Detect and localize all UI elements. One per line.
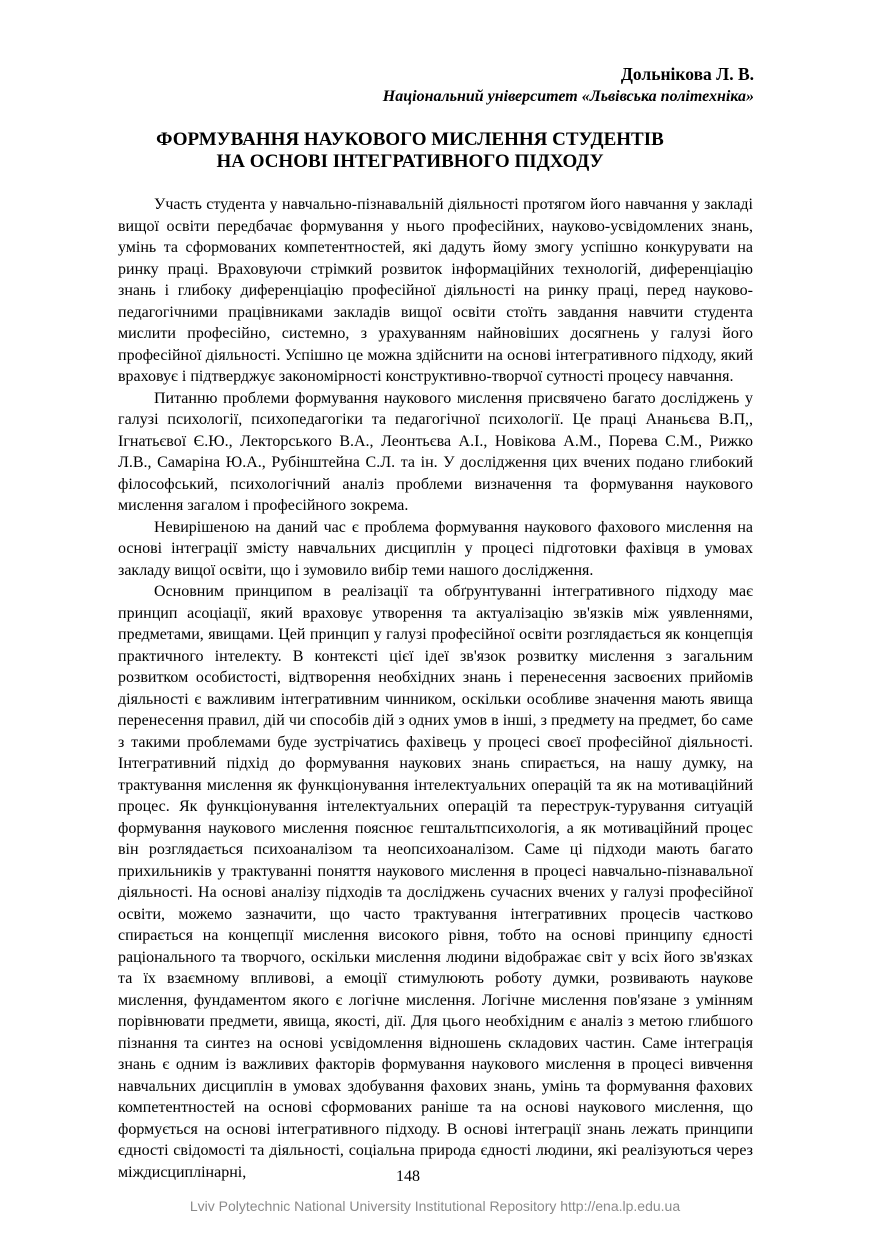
repository-footer: Lviv Polytechnic National University Institutional Repository http://ena.lp.edu.ua [189, 1198, 681, 1214]
paragraph: Невирішеною на даний час є проблема формування наукового фахового мислення на основі інтеграції змісту навчальних дисциплін у процесі підготовки фахівця в умовах закладу вищої освіти, що і зумовило вибір теми нашого дослідження. [118, 518, 753, 579]
paragraph: Участь студента у навчально-пізнавальній діяльності протягом його навчання у закладі вищої освіти передбачає формування у нього професійних, науково-усвідомлених знань, умінь та сформованих компетентностей, які дадуть йому змогу успішно конкурувати на ринку праці. Враховуючи стрімкий розвиток інформаційних технологій, диференціацію знань і глибоку диференціацію професійної діяльності на ринку праці, перед науково-педагогічними працівниками закладів вищої освіти стоїть завдання навчити студента мислити професійно, системно, з урахуванням найновіших досягнень у галузі його професійної діяльності. Успішно це можна здійснити на основі інтегративного підходу, який враховує і підтверджує закономірності конструктивно-творчої сутності процесу навчання. [118, 196, 753, 385]
author-affiliation: Національний університет «Львівська політехніка» [382, 88, 754, 105]
author-name: Дольнікова Л. В. [620, 64, 754, 84]
article-title-line-2: НА ОСНОВІ ІНТЕГРАТИВНОГО ПІДХОДУ [216, 151, 604, 172]
paragraph: Питанню проблеми формування наукового мислення присвячено багато досліджень у галузі психології, психопедагогіки та педагогічної психології. Це праці Ананьєва В.П,, Ігнатьєвої Є.Ю., Лекторського В.А., Леонтьєва А.І., Новікова А.М., Порева С.М., Рижко Л.В., Самаріна Ю.А., Рубінштейна С.Л. та ін. У дослідження цих вчених подано глибокий філософський, психологічний аналіз проблеми визначення та формування наукового мислення загалом і професійного зокрема. [118, 389, 753, 514]
paragraph: Основним принципом в реалізації та обґрунтуванні інтегративного підходу має принцип асоціації, який враховує утворення та актуалізацію зв'язків між уявленнями, предметами, явищами. Цей принцип у галузі професійної освіти розглядається як концепція практичного інтелекту. В контексті цієї ідеї зв'язок розвитку мислення з загальним розвитком особистості, відтворення необхідних знань і перенесення засвоєних прийомів діяльності є важливим інтегративним чинником, оскільки особливе значення мають явища перенесення правил, дій чи способів дій з одних умов в інші, з предмету на предмет, бо саме з такими проблемами буде зустрічатись фахівець у процесі своєї професійної діяльності. Інтегративний підхід до формування наукових знань спирається, на нашу думку, на трактування мислення як функціонування інтелектуальних операцій та як на мотиваційний процес. Як функціонування інтелектуальних операцій та переструк-турування ситуацій формування наукового мислення пояснює гештальтпсихологія, а як мотиваційний процес він розглядається психоаналізом та неопсихоаналізом. Саме ці підходи мають багато прихильників у трактуванні поняття наукового мислення в процесі навчально-пізнавальної діяльності. На основі аналізу підходів та досліджень сучасних вчених у галузі професійної освіти, можемо зазначити, що часто трактування інтегративних процесів частково спирається на концепції мислення високого рівня, тобто на основі принципу єдності раціонального та творчого, оскільки мислення людини відображає світ у всіх його зв'язках та їх взаємному впливові, а емоції стимулюють роботу думки, розвивають наукове мислення, фундаментом якого є логічне мислення. Логічне мислення пов'язане з умінням порівнювати предмети, явища, якості, дії. Для цього необхідним є аналіз з метою глибшого пізнання та синтез на основі усвідомлення відношень складових частин. Саме інтеграція знань є одним із важливих факторів формування наукового мислення в процесі вивчення навчальних дисциплін в умовах здобування фахових знань, умінь та формування фахових компетентностей на основі сформованих раніше та на основі наукового мислення, що формується на основі інтегративного підходу. В основі інтеграції знань лежать принципи єдності свідомості та діяльності, соціальна природа єдності людини, які реалізуються через міждисциплінарні, [118, 583, 753, 1181]
article-body [118, 194, 753, 1183]
article-title-line-1: ФОРМУВАННЯ НАУКОВОГО МИСЛЕННЯ СТУДЕНТІВ [156, 129, 664, 150]
page-number: 148 [396, 1168, 420, 1185]
